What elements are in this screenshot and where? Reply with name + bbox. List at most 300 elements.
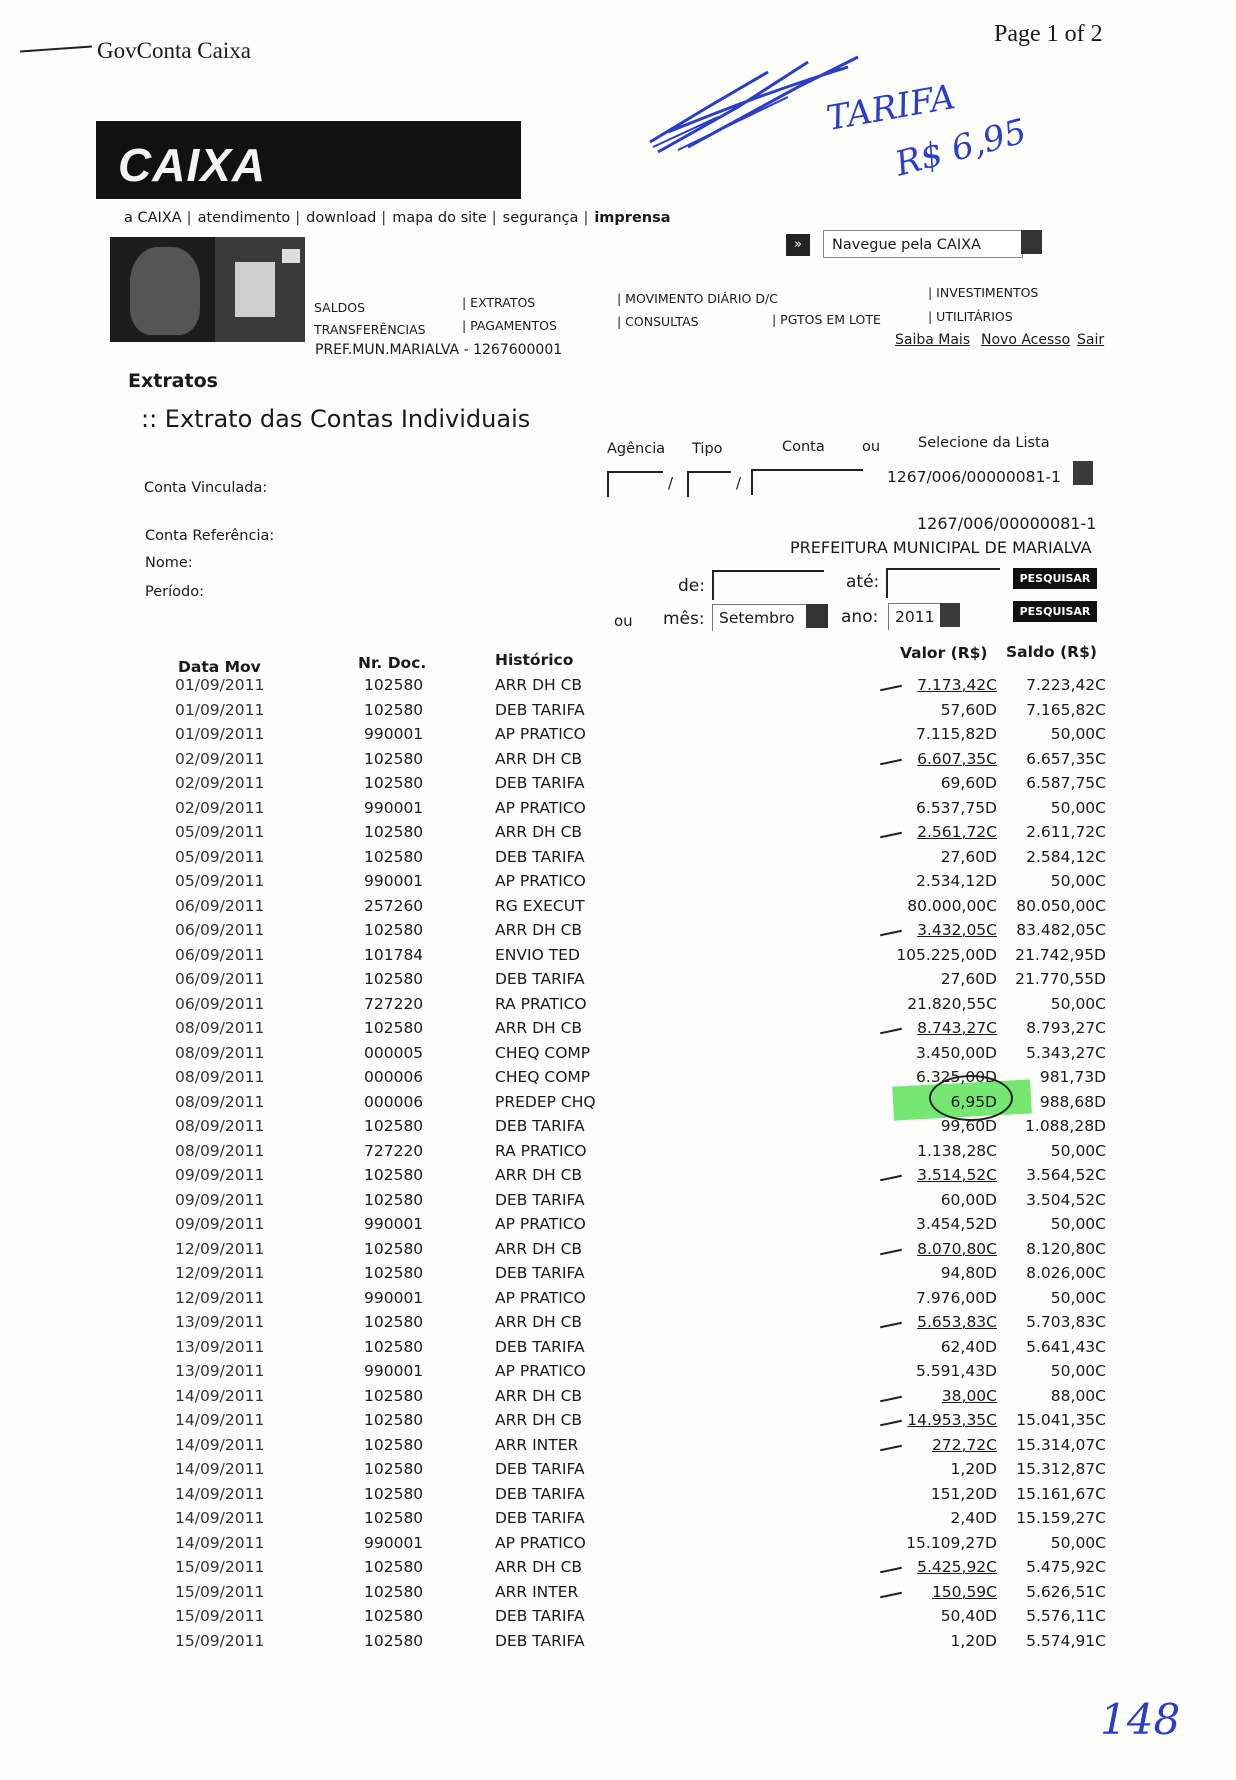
cell-historico: AP PRATICO	[495, 1215, 586, 1233]
table-row	[0, 1338, 1236, 1363]
cell-valor: 21.820,55C	[907, 994, 997, 1013]
table-row	[0, 1142, 1236, 1167]
cell-historico: DEB TARIFA	[495, 1264, 585, 1282]
nome-label: Nome:	[145, 555, 193, 571]
table-row	[0, 799, 1236, 824]
cell-doc: 727220	[364, 994, 424, 1013]
ano-label: ano:	[841, 607, 879, 627]
menu-consultas[interactable]: | CONSULTAS	[617, 314, 699, 329]
cell-historico: DEB TARIFA	[495, 1484, 585, 1503]
cell-doc: 102580	[364, 1435, 424, 1454]
cell-valor: 7.976,00D	[916, 1288, 997, 1307]
cell-historico: DEB TARIFA	[495, 1631, 585, 1650]
date-to-input[interactable]	[886, 568, 1000, 598]
table-row	[0, 1485, 1236, 1510]
topnav-link[interactable]: imprensa	[594, 210, 671, 226]
pen-tick	[880, 1028, 902, 1035]
cell-historico: RA PRATICO	[495, 1141, 587, 1160]
dropdown-button[interactable]	[806, 604, 828, 628]
cell-historico: RG EXECUT	[495, 896, 585, 915]
cell-valor: 62,40D	[940, 1337, 997, 1356]
saiba-mais-link[interactable]: Saiba Mais	[895, 332, 971, 348]
cell-saldo: 50,00C	[1050, 1215, 1106, 1233]
cell-historico: ARR DH CB	[495, 749, 583, 768]
table-row	[0, 1191, 1236, 1216]
table-row	[0, 1166, 1236, 1191]
cell-date: 02/09/2011	[175, 798, 265, 817]
pen-tick	[880, 1175, 902, 1182]
column-header-valor: Valor (R$)	[900, 644, 988, 662]
ou-label: ou	[862, 439, 881, 455]
cell-saldo: 2.584,12C	[1026, 847, 1106, 866]
table-row	[0, 897, 1236, 922]
pen-tick	[880, 1567, 902, 1574]
cell-valor: 60,00D	[940, 1190, 997, 1209]
cell-historico: AP PRATICO	[495, 1362, 586, 1380]
cell-doc: 000006	[364, 1092, 424, 1111]
table-row	[0, 921, 1236, 946]
cell-valor: 69,60D	[940, 774, 997, 792]
cell-historico: DEB TARIFA	[495, 1607, 585, 1625]
table-row	[0, 1068, 1236, 1093]
cell-doc: 102580	[364, 847, 424, 866]
cell-date: 12/09/2011	[175, 1239, 265, 1258]
cell-doc: 102580	[364, 1264, 424, 1282]
cell-saldo: 80.050,00C	[1016, 896, 1106, 915]
cell-doc: 990001	[364, 725, 424, 743]
pen-tick	[880, 1248, 902, 1255]
cell-valor: 151,20D	[930, 1484, 997, 1503]
cell-saldo: 15.312,87C	[1016, 1460, 1106, 1478]
cell-doc: 102580	[364, 700, 424, 719]
pen-tick	[880, 1444, 902, 1451]
cell-valor: 57,60D	[940, 700, 997, 719]
cell-saldo: 15.159,27C	[1016, 1509, 1106, 1527]
table-row	[0, 1387, 1236, 1412]
cell-saldo: 988,68D	[1039, 1092, 1106, 1111]
statement-table	[0, 676, 1236, 1656]
topnav-link[interactable]: segurança	[502, 210, 579, 226]
cell-historico: DEB TARIFA	[495, 1190, 585, 1209]
cell-saldo: 50,00C	[1050, 725, 1106, 743]
cell-date: 08/09/2011	[175, 1068, 265, 1086]
cell-doc: 000006	[364, 1068, 424, 1086]
cell-date: 08/09/2011	[175, 1117, 265, 1135]
conta-vinculada-label: Conta Vinculada:	[144, 480, 268, 496]
cell-saldo: 21.742,95D	[1015, 945, 1106, 964]
banner-image	[110, 237, 305, 342]
pen-tick	[880, 832, 902, 839]
cell-saldo: 5.475,92C	[1026, 1558, 1106, 1576]
cell-valor: 14.953,35C	[907, 1411, 997, 1429]
cell-historico: ARR DH CB	[495, 921, 583, 939]
cell-historico: ENVIO TED	[495, 945, 580, 964]
cell-valor: 38,00C	[941, 1386, 997, 1405]
dropdown-button[interactable]	[1073, 461, 1093, 485]
table-row	[0, 848, 1236, 873]
cell-historico: DEB TARIFA	[495, 1337, 585, 1356]
cell-valor: 94,80D	[940, 1264, 997, 1282]
cell-historico: ARR DH CB	[495, 1239, 583, 1258]
cell-valor: 7.115,82D	[916, 725, 997, 743]
cell-date: 05/09/2011	[175, 847, 265, 866]
column-header-nr-doc: Nr. Doc.	[358, 654, 427, 672]
cell-historico: CHEQ COMP	[495, 1043, 591, 1062]
cell-valor: 3.450,00D	[916, 1043, 997, 1062]
nome-value: PREFEITURA MUNICIPAL DE MARIALVA	[790, 538, 1092, 557]
cell-saldo: 50,00C	[1050, 994, 1106, 1013]
pen-tick	[880, 758, 902, 765]
cell-saldo: 50,00C	[1050, 1141, 1106, 1160]
account-select[interactable]: 1267/006/00000081-1	[887, 468, 1061, 486]
cell-saldo: 3.504,52C	[1026, 1190, 1106, 1209]
cell-doc: 102580	[364, 921, 424, 939]
table-row	[0, 1632, 1236, 1657]
cell-historico: RA PRATICO	[495, 994, 587, 1013]
cell-valor: 6.607,35C	[917, 749, 997, 768]
cell-doc: 727220	[364, 1141, 424, 1160]
date-from-input[interactable]	[712, 570, 824, 600]
cell-date: 08/09/2011	[175, 1092, 265, 1111]
table-row	[0, 1215, 1236, 1240]
topnav-link[interactable]: mapa do site	[392, 210, 487, 226]
top-navigation	[124, 210, 676, 226]
agencia-label: Agência	[607, 441, 666, 457]
cell-date: 06/09/2011	[175, 921, 265, 939]
cell-historico: ARR DH CB	[495, 676, 583, 694]
cell-doc: 102580	[364, 774, 424, 792]
cell-saldo: 88,00C	[1050, 1386, 1106, 1405]
table-row	[0, 1411, 1236, 1436]
cell-saldo: 8.120,80C	[1026, 1239, 1106, 1258]
column-header-historico: Histórico	[495, 651, 574, 669]
cell-date: 02/09/2011	[175, 749, 265, 768]
table-row	[0, 823, 1236, 848]
table-row	[0, 725, 1236, 750]
cell-date: 06/09/2011	[175, 896, 265, 915]
table-row	[0, 1583, 1236, 1608]
dropdown-button[interactable]	[1021, 230, 1042, 254]
table-row	[0, 970, 1236, 995]
cell-doc: 102580	[364, 1337, 424, 1356]
table-row	[0, 872, 1236, 897]
cell-date: 02/09/2011	[175, 774, 265, 792]
table-row	[0, 1558, 1236, 1583]
table-row	[0, 1436, 1236, 1461]
cell-historico: ARR DH CB	[495, 1411, 583, 1429]
cell-date: 14/09/2011	[175, 1411, 265, 1429]
cell-date: 09/09/2011	[175, 1215, 265, 1233]
cell-valor: 5.425,92C	[917, 1558, 997, 1576]
cell-historico: AP PRATICO	[495, 1533, 586, 1552]
cell-saldo: 7.165,82C	[1026, 700, 1106, 719]
cell-saldo: 50,00C	[1050, 1533, 1106, 1552]
conta-label: Conta	[782, 439, 825, 455]
menu-transferencias[interactable]: TRANSFERÊNCIAS	[314, 322, 426, 337]
table-row	[0, 1264, 1236, 1289]
selecione-label: Selecione da Lista	[918, 435, 1050, 451]
cell-valor: 3.514,52C	[917, 1166, 997, 1184]
cell-date: 14/09/2011	[175, 1533, 265, 1552]
table-row	[0, 946, 1236, 971]
table-row	[0, 1362, 1236, 1387]
cell-valor: 272,72C	[931, 1435, 997, 1454]
window-title: GovConta Caixa	[97, 38, 251, 63]
cell-saldo: 21.770,55D	[1015, 970, 1106, 988]
table-row	[0, 1240, 1236, 1265]
cell-doc: 102580	[364, 1019, 424, 1037]
cell-saldo: 3.564,52C	[1026, 1166, 1106, 1184]
cell-valor: 27,60D	[940, 847, 997, 866]
cell-date: 09/09/2011	[175, 1190, 265, 1209]
cell-valor: 2.534,12D	[916, 872, 997, 890]
cell-saldo: 50,00C	[1050, 1362, 1106, 1380]
cell-date: 01/09/2011	[175, 725, 265, 743]
nav-separator: |	[295, 210, 301, 226]
de-label: de:	[678, 576, 705, 596]
conta-input[interactable]	[751, 469, 863, 495]
cell-doc: 102580	[364, 823, 424, 841]
cell-doc: 102580	[364, 1411, 424, 1429]
cell-doc: 102580	[364, 1386, 424, 1405]
cell-date: 13/09/2011	[175, 1313, 265, 1331]
cell-historico: DEB TARIFA	[495, 1460, 585, 1478]
cell-date: 05/09/2011	[175, 872, 265, 890]
pen-tick	[880, 1420, 902, 1427]
cell-valor: 50,40D	[940, 1607, 997, 1625]
cell-historico: AP PRATICO	[495, 872, 586, 890]
table-row	[0, 995, 1236, 1020]
cell-historico: ARR DH CB	[495, 1019, 583, 1037]
pesquisar-button[interactable]: PESQUISAR	[1013, 601, 1097, 622]
nav-separator: |	[491, 210, 497, 226]
cell-valor: 6.537,75D	[916, 798, 997, 817]
cell-historico: CHEQ COMP	[495, 1068, 591, 1086]
cell-valor: 15.109,27D	[906, 1533, 997, 1552]
cell-doc: 000005	[364, 1043, 424, 1062]
cell-doc: 990001	[364, 1533, 424, 1552]
cell-saldo: 50,00C	[1050, 798, 1106, 817]
pesquisar-button[interactable]: PESQUISAR	[1013, 568, 1097, 589]
cell-saldo: 15.161,67C	[1016, 1484, 1106, 1503]
cell-date: 15/09/2011	[175, 1607, 265, 1625]
table-row	[0, 1534, 1236, 1559]
agencia-input[interactable]	[607, 471, 663, 497]
cell-valor: 7.173,42C	[917, 676, 997, 694]
cell-doc: 102580	[364, 970, 424, 988]
column-header-data: Data Mov	[178, 658, 261, 676]
table-row	[0, 750, 1236, 775]
cell-doc: 102580	[364, 1558, 424, 1576]
conta-referencia-value: 1267/006/00000081-1	[917, 514, 1097, 533]
handwritten-fee-value: R$ 6,95	[891, 111, 1031, 185]
pen-tick	[880, 930, 902, 937]
cell-date: 08/09/2011	[175, 1141, 265, 1160]
table-row	[0, 1313, 1236, 1338]
menu-extratos[interactable]: | EXTRATOS	[462, 295, 536, 310]
menu-utilitarios[interactable]: | UTILITÁRIOS	[928, 309, 1013, 324]
cell-date: 12/09/2011	[175, 1288, 265, 1307]
cell-date: 14/09/2011	[175, 1386, 265, 1405]
pen-tick	[880, 1395, 902, 1402]
cell-valor: 27,60D	[940, 970, 997, 988]
cell-saldo: 981,73D	[1039, 1068, 1106, 1086]
topnav-link[interactable]: download	[306, 210, 377, 226]
nav-separator: |	[583, 210, 589, 226]
dropdown-button[interactable]	[940, 603, 960, 627]
ou-label: ou	[614, 612, 633, 630]
cell-saldo: 15.041,35C	[1016, 1411, 1106, 1429]
menu-investimentos[interactable]: | INVESTIMENTOS	[928, 285, 1039, 300]
cell-date: 09/09/2011	[175, 1166, 265, 1184]
cell-valor: 105.225,00D	[896, 945, 997, 964]
cell-saldo: 5.626,51C	[1026, 1582, 1106, 1601]
cell-doc: 102580	[364, 1166, 424, 1184]
month-select[interactable]: Setembro	[712, 604, 817, 631]
nav-separator: |	[381, 210, 387, 226]
handwritten-fee-label: TARIFA	[823, 77, 959, 139]
cell-date: 08/09/2011	[175, 1043, 265, 1062]
cell-doc: 102580	[364, 1607, 424, 1625]
cell-doc: 102580	[364, 1313, 424, 1331]
cell-saldo: 1.088,28D	[1025, 1117, 1106, 1135]
menu-movimento-diario[interactable]: | MOVIMENTO DIÁRIO D/C	[617, 291, 778, 306]
cell-date: 14/09/2011	[175, 1435, 265, 1454]
cell-valor: 1,20D	[950, 1631, 997, 1650]
cell-historico: DEB TARIFA	[495, 970, 585, 988]
cell-doc: 990001	[364, 1215, 424, 1233]
separator: /	[668, 474, 674, 492]
cell-date: 14/09/2011	[175, 1484, 265, 1503]
cell-date: 01/09/2011	[175, 700, 265, 719]
cell-doc: 102580	[364, 1484, 424, 1503]
cell-historico: DEB TARIFA	[495, 1509, 585, 1527]
cell-valor: 8.070,80C	[917, 1239, 997, 1258]
cell-doc: 102580	[364, 1239, 424, 1258]
table-row	[0, 1509, 1236, 1534]
cell-historico: PREDEP CHQ	[495, 1092, 596, 1111]
year-select[interactable]: 2011	[888, 603, 951, 630]
cell-doc: 990001	[364, 1362, 424, 1380]
cell-historico: ARR INTER	[495, 1582, 579, 1601]
cell-historico: ARR DH CB	[495, 1166, 583, 1184]
cell-saldo: 6.587,75C	[1026, 774, 1106, 792]
table-row	[0, 1460, 1236, 1485]
cell-historico: DEB TARIFA	[495, 1117, 585, 1135]
table-row	[0, 1019, 1236, 1044]
cell-valor: 3.432,05C	[917, 921, 997, 939]
menu-pgtos-lote[interactable]: | PGTOS EM LOTE	[772, 312, 881, 327]
handwritten-page-number: 148	[1100, 1695, 1181, 1744]
conta-referencia-label: Conta Referência:	[145, 528, 275, 544]
cell-doc: 102580	[364, 676, 424, 694]
cell-valor: 8.743,27C	[917, 1019, 997, 1037]
cell-saldo: 6.657,35C	[1026, 749, 1106, 768]
cell-doc: 102580	[364, 1631, 424, 1650]
cell-historico: DEB TARIFA	[495, 774, 585, 792]
table-row	[0, 774, 1236, 799]
cell-historico: DEB TARIFA	[495, 700, 585, 719]
cell-saldo: 5.574,91C	[1026, 1631, 1106, 1650]
cell-doc: 102580	[364, 1190, 424, 1209]
pen-tick	[880, 1322, 902, 1329]
topnav-link[interactable]: a CAIXA	[124, 210, 182, 226]
cell-historico: AP PRATICO	[495, 1288, 586, 1307]
cell-date: 12/09/2011	[175, 1264, 265, 1282]
cell-historico: AP PRATICO	[495, 725, 586, 743]
section-title: Extratos	[128, 370, 218, 392]
table-row	[0, 1607, 1236, 1632]
cell-saldo: 5.703,83C	[1026, 1313, 1106, 1331]
double-arrow-icon[interactable]: »	[786, 234, 810, 256]
cell-valor: 1.138,28C	[917, 1141, 997, 1160]
topnav-link[interactable]: atendimento	[197, 210, 291, 226]
cell-doc: 102580	[364, 1509, 424, 1527]
cell-date: 15/09/2011	[175, 1631, 265, 1650]
cell-saldo: 50,00C	[1050, 872, 1106, 890]
novo-acesso-link[interactable]: Novo Acesso	[981, 332, 1071, 348]
cell-date: 14/09/2011	[175, 1460, 265, 1478]
cell-saldo: 5.576,11C	[1026, 1607, 1106, 1625]
cell-doc: 102580	[364, 1460, 424, 1478]
mes-label: mês:	[663, 609, 705, 629]
cell-historico: ARR DH CB	[495, 1313, 583, 1331]
cell-doc: 102580	[364, 1117, 424, 1135]
menu-saldos[interactable]: SALDOS	[314, 300, 366, 315]
cell-valor: 6.325,00D	[916, 1068, 997, 1086]
ate-label: até:	[846, 572, 880, 592]
page-subtitle: :: Extrato das Contas Individuais	[141, 405, 531, 433]
periodo-label: Período:	[145, 584, 204, 600]
separator: /	[736, 474, 742, 492]
cell-saldo: 7.223,42C	[1026, 676, 1106, 694]
cell-valor: 2.561,72C	[917, 823, 997, 841]
cell-date: 13/09/2011	[175, 1337, 265, 1356]
tipo-label: Tipo	[692, 441, 723, 457]
menu-pagamentos[interactable]: | PAGAMENTOS	[462, 318, 557, 333]
cell-saldo: 2.611,72C	[1026, 823, 1106, 841]
cell-saldo: 5.343,27C	[1026, 1043, 1106, 1062]
sair-link[interactable]: Sair	[1077, 332, 1105, 348]
table-row	[0, 701, 1236, 726]
cell-historico: ARR DH CB	[495, 1558, 583, 1576]
navigate-select[interactable]: Navegue pela CAIXA	[823, 230, 1023, 258]
cell-date: 13/09/2011	[175, 1362, 265, 1380]
tipo-input[interactable]	[687, 471, 731, 497]
cell-doc: 990001	[364, 798, 424, 817]
cell-historico: AP PRATICO	[495, 798, 586, 817]
page-indicator: Page 1 of 2	[994, 21, 1103, 47]
cell-date: 08/09/2011	[175, 1019, 265, 1037]
cell-saldo: 50,00C	[1050, 1288, 1106, 1307]
table-row	[0, 1289, 1236, 1314]
cell-saldo: 83.482,05C	[1016, 921, 1106, 939]
cell-saldo: 8.026,00C	[1026, 1264, 1106, 1282]
table-row	[0, 1044, 1236, 1069]
cell-valor: 5.591,43D	[916, 1362, 997, 1380]
cell-doc: 990001	[364, 872, 424, 890]
cell-valor: 150,59C	[931, 1582, 997, 1601]
cell-valor: 1,20D	[950, 1460, 997, 1478]
nav-separator: |	[186, 210, 192, 226]
account-header: PREF.MUN.MARIALVA - 1267600001	[315, 342, 563, 358]
cell-historico: ARR DH CB	[495, 823, 583, 841]
cell-date: 05/09/2011	[175, 823, 265, 841]
cell-date: 15/09/2011	[175, 1558, 265, 1576]
pen-stroke	[20, 45, 92, 52]
cell-date: 14/09/2011	[175, 1509, 265, 1527]
cell-historico: DEB TARIFA	[495, 847, 585, 866]
